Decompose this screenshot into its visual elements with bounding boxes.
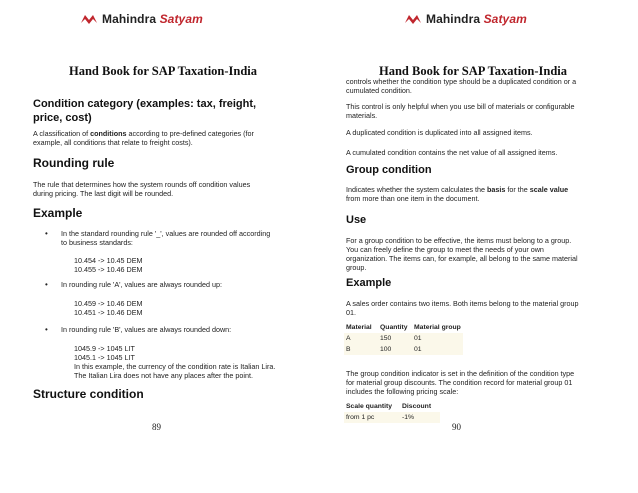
group-indicator-text: The group condition indicator is set in the definition of the condition type for material group discounts. The condition record for material group 01 includes the following pricing scale: bbox=[346, 369, 575, 396]
table-cell: 150 bbox=[378, 333, 412, 344]
right-page bbox=[319, 0, 638, 493]
table-cell: 01 bbox=[412, 344, 463, 355]
bom-text: This control is only helpful when you use bill of materials or configurable materials. bbox=[346, 102, 575, 120]
rounding-rule-text: The rule that determines how the system rounds off condition values during pricing. The last digit will be rounded. bbox=[33, 180, 251, 198]
table-cell: 100 bbox=[378, 344, 412, 355]
table-header: Material bbox=[346, 324, 372, 331]
table-header-row bbox=[344, 401, 440, 412]
rounding-rule-heading: Rounding rule bbox=[33, 156, 115, 170]
page-number: 90 bbox=[452, 422, 461, 432]
condition-category-heading: Condition category (examples: tax, freight, price, cost) bbox=[33, 98, 257, 124]
table-row bbox=[344, 344, 463, 355]
duplicated-text: A duplicated condition is duplicated into all assigned items. bbox=[346, 128, 533, 137]
table-header-row bbox=[344, 322, 463, 333]
brand-logo bbox=[80, 12, 203, 26]
example-heading: Example bbox=[346, 277, 392, 289]
table-row bbox=[344, 333, 463, 344]
table-cell: B bbox=[344, 344, 378, 355]
bullet-rule-b: • In rounding rule 'B', values are always rounded down: bbox=[61, 325, 281, 334]
bullet-rule-b-values: 1045.9 -> 1045 LIT 1045.1 -> 1045 LIT In this example, the currency of the condition rate is Italian Lira. The Italian Lira does not have any places after the point. bbox=[74, 344, 276, 380]
structure-condition-heading: Structure condition bbox=[33, 387, 144, 401]
bullet-standard-rule: • In the standard rounding rule '_', values are rounded off according to business standards: bbox=[61, 229, 281, 247]
brand-name: Mahindra Satyam bbox=[426, 12, 527, 26]
brand-name: Mahindra Satyam bbox=[102, 12, 203, 26]
table-cell: 01 bbox=[412, 333, 463, 344]
page-title: Hand Book for SAP Taxation-India bbox=[69, 64, 258, 78]
table-row bbox=[344, 412, 440, 423]
example-text: A sales order contains two items. Both items belong to the material group 01. bbox=[346, 299, 579, 317]
group-condition-heading: Group condition bbox=[346, 164, 432, 176]
condition-category-text: A classification of conditions according to pre-defined categories (for example, all conditions that relate to freight costs). bbox=[33, 129, 254, 147]
example-heading: Example bbox=[33, 206, 83, 220]
use-text: For a group condition to be effective, the items must belong to a group. You can freely define the group to meet the needs of your own organization. The items can, for example, all belong to the same material group. bbox=[346, 236, 578, 272]
brand-logo bbox=[404, 12, 527, 26]
table-header: Discount bbox=[402, 403, 432, 410]
table-header: Quantity bbox=[380, 324, 408, 331]
pricing-scale-table bbox=[344, 401, 440, 423]
intro-text: controls whether the condition type should be a duplicated condition or a cumulated condition. bbox=[346, 77, 577, 95]
mahindra-logo-icon bbox=[404, 13, 422, 25]
use-heading: Use bbox=[346, 214, 367, 226]
table-cell: A bbox=[344, 333, 378, 344]
page-title: Hand Book for SAP Taxation-India bbox=[379, 64, 568, 78]
bullet-rule-a: • In rounding rule 'A', values are always rounded up: bbox=[61, 280, 281, 289]
material-table bbox=[344, 322, 463, 355]
bullet-rule-a-values: 10.459 -> 10.46 DEM 10.451 -> 10.46 DEM bbox=[74, 299, 143, 317]
cumulated-text: A cumulated condition contains the net value of all assigned items. bbox=[346, 148, 558, 157]
bullet-standard-values: 10.454 -> 10.45 DEM 10.455 -> 10.46 DEM bbox=[74, 256, 143, 274]
mahindra-logo-icon bbox=[80, 13, 98, 25]
group-condition-text: Indicates whether the system calculates the basis for the scale value from more than one item in the document. bbox=[346, 185, 569, 203]
table-header: Scale quantity bbox=[346, 403, 393, 410]
table-cell: from 1 pc bbox=[344, 412, 400, 423]
page-number: 89 bbox=[152, 422, 161, 432]
table-cell: -1% bbox=[400, 412, 440, 423]
table-header: Material group bbox=[414, 324, 461, 331]
